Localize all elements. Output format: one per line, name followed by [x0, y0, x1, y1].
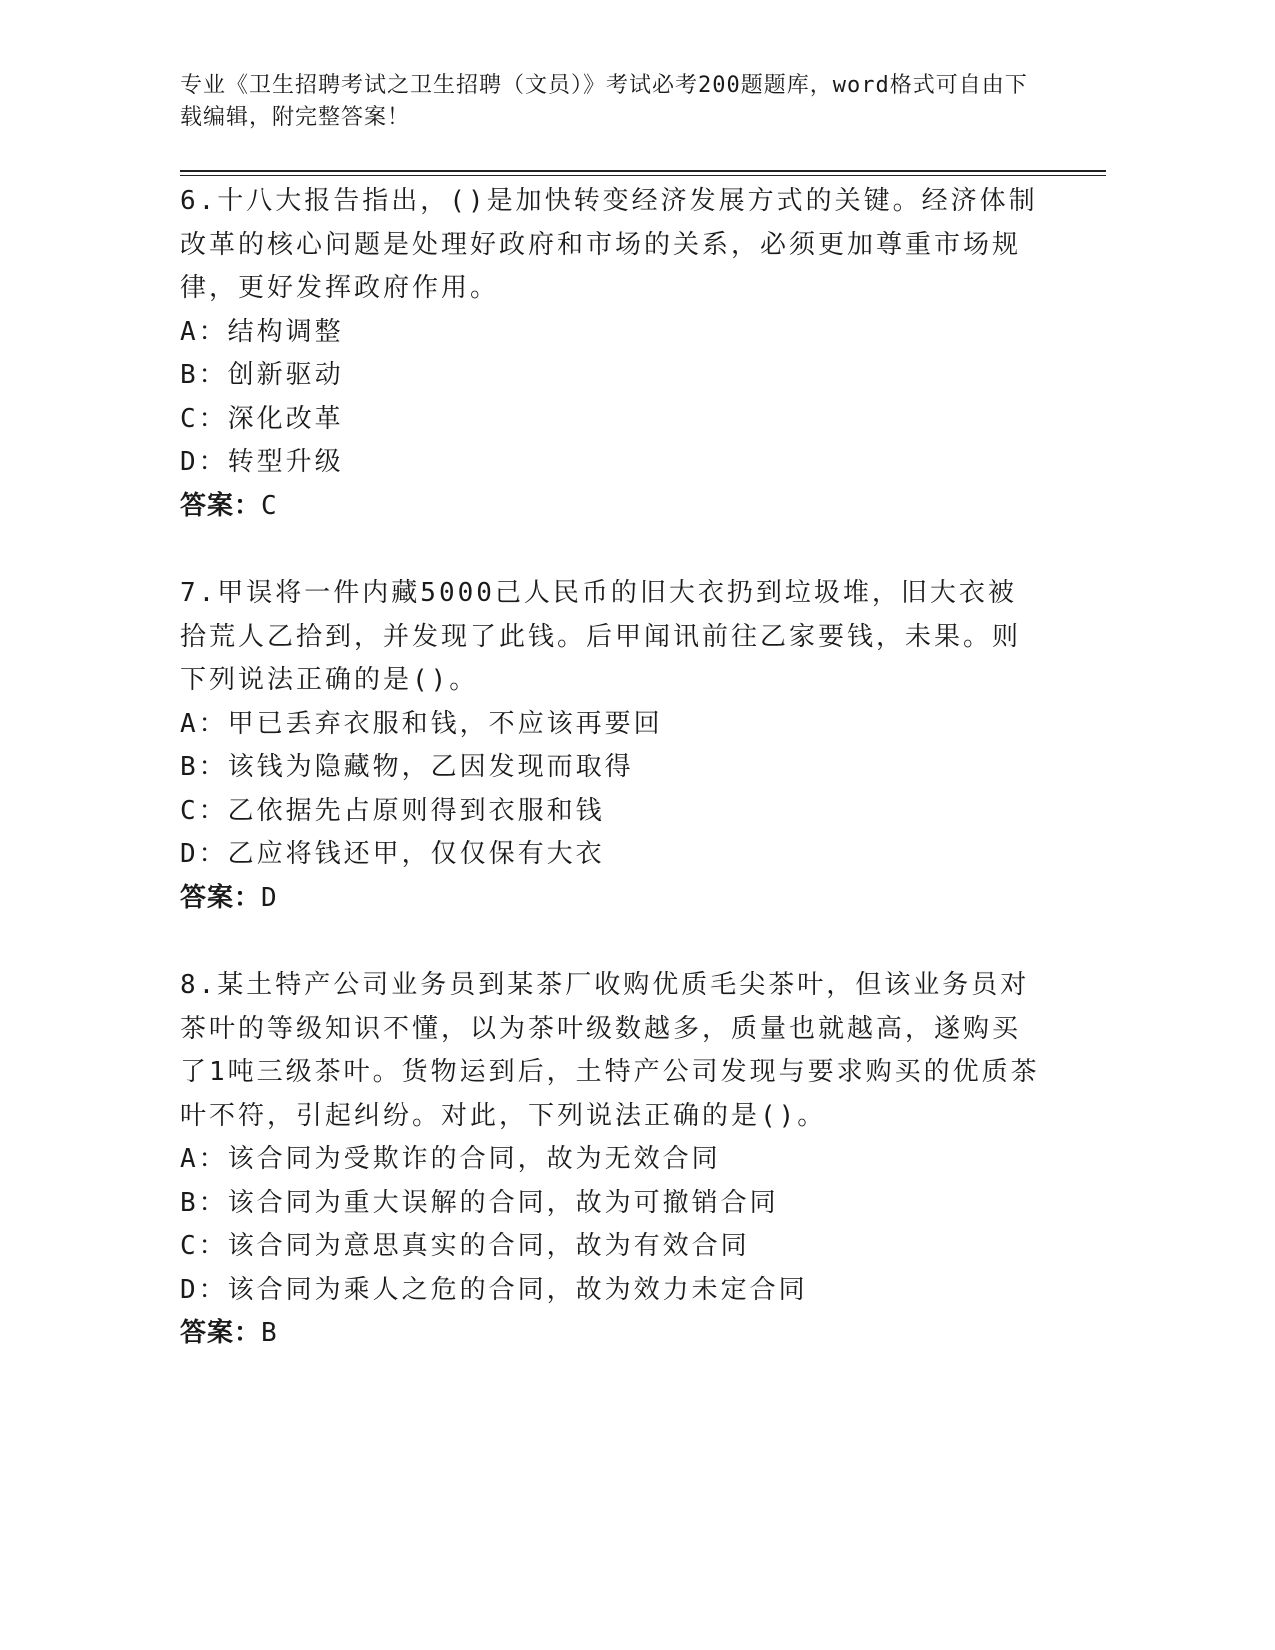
option-c: C：深化改革	[180, 403, 344, 434]
answer-value: B	[261, 1318, 278, 1348]
option-b: B：创新驱动	[180, 360, 344, 390]
option-a: A：该合同为受欺诈的合同，故为无效合同	[180, 1144, 721, 1174]
answer-line	[180, 877, 1040, 921]
answer-value: D	[261, 882, 278, 913]
question-stem: 6.十八大报告指出，()是加快转变经济发展方式的关键。经济体制改革的核心问题是处理好政府和市场的关系，必须更加尊重市场规律，更好发挥政府作用。	[180, 186, 1038, 303]
document-header: 专业《卫生招聘考试之卫生招聘（文员）》考试必考200题题库，word格式可自由下载编辑，附完整答案！	[180, 73, 1028, 130]
option-a: A：甲已丢弃衣服和钱，不应该再要回	[180, 708, 663, 739]
answer-line	[180, 485, 1040, 529]
answer-line	[180, 1312, 1040, 1356]
answer-label: 答案：	[180, 490, 262, 521]
question-stem: 8.某土特产公司业务员到某茶厂收购优质毛尖茶叶，但该业务员对茶叶的等级知识不懂，以为茶叶级数越多，质量也就越高，遂购买了1吨三级茶叶。货物运到后，土特产公司发现与要求购买的优质茶叶不符，引起纠纷。对此，下列说法正确的是()。	[180, 970, 1040, 1131]
answer-value: C	[261, 490, 278, 521]
question-8	[180, 964, 1040, 1356]
option-c: C：该合同为意思真实的合同，故为有效合同	[180, 1231, 750, 1261]
option-c: C：乙依据先占原则得到衣服和钱	[180, 795, 605, 826]
header-divider-thick	[180, 170, 1106, 172]
option-a: A：结构调整	[180, 316, 344, 347]
option-b: B：该钱为隐藏物，乙因发现而取得	[180, 752, 634, 782]
option-d: D：转型升级	[180, 447, 344, 477]
option-d: D：该合同为乘人之危的合同，故为效力未定合同	[180, 1274, 808, 1305]
option-d: D：乙应将钱还甲，仅仅保有大衣	[180, 839, 605, 869]
question-7	[180, 572, 1040, 920]
question-6	[180, 180, 1040, 528]
answer-label: 答案：	[180, 1318, 262, 1348]
header-divider-thin	[180, 175, 1106, 176]
question-stem: 7.甲误将一件内藏5000己人民币的旧大衣扔到垃圾堆，旧大衣被拾荒人乙拾到，并发现了此钱。后甲闻讯前往乙家要钱，未果。则下列说法正确的是()。	[180, 578, 1022, 695]
answer-label: 答案：	[180, 882, 262, 913]
option-b: B：该合同为重大误解的合同，故为可撤销合同	[180, 1187, 779, 1218]
